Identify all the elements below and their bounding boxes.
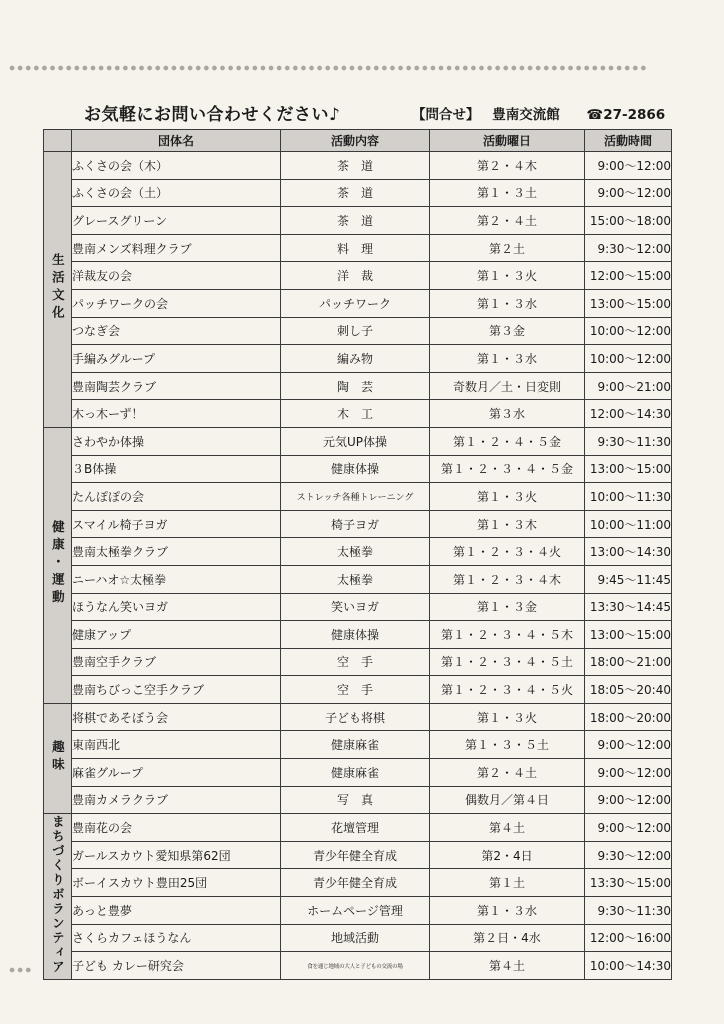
activity-day: 第１・３火 [430,703,585,731]
activity-time: 10:00～11:30 [585,483,672,511]
group-name: 麻雀グループ [72,759,281,787]
activity-time: 18:05～20:40 [585,676,672,704]
activity-day: 第４土 [430,952,585,980]
page-heading: お気軽にお問い合わせください♪ [84,105,341,125]
activity-time: 13:00～14:30 [585,538,672,566]
activity-time: 9:30～12:00 [585,234,672,262]
table-row [44,510,672,538]
activity: 料 理 [281,234,430,262]
category-cell [44,703,72,813]
group-name: あっと豊夢 [72,897,281,925]
activity: 木 工 [281,400,430,428]
group-name: 木っ木ーず！ [72,400,281,428]
activity-time: 18:00～21:00 [585,648,672,676]
activity-day: 第2・4日 [430,841,585,869]
activity-day: 第１・２・３・４・５土 [430,648,585,676]
activity: 健康麻雀 [281,759,430,787]
activity-time: 13:00～15:00 [585,455,672,483]
activity-time: 9:00～12:00 [585,786,672,814]
table-row [44,179,672,207]
activity-day: 第２土 [430,234,585,262]
activity-day: 第１・３水 [430,345,585,373]
group-name: 洋裁友の会 [72,262,281,290]
activity-time: 13:00～15:00 [585,289,672,317]
group-name: 子ども カレー研究会 [72,952,281,980]
group-name: ニーハオ☆太極拳 [72,565,281,593]
activity-time: 12:00～14:30 [585,400,672,428]
category-label: 趣味 [50,739,66,775]
activity-day: 第１・３・５土 [430,731,585,759]
activity-time: 13:30～14:45 [585,593,672,621]
group-name: 豊南カメラクラブ [72,786,281,814]
table-row [44,621,672,649]
activity: 洋 裁 [281,262,430,290]
activity-time: 12:00～15:00 [585,262,672,290]
group-name: 豊南太極拳クラブ [72,538,281,566]
activity: ストレッチ各種トレーニング [281,483,430,511]
activity: 陶 芸 [281,372,430,400]
activity-time: 12:00～16:00 [585,924,672,952]
group-name: 豊南ちびっこ空手クラブ [72,676,281,704]
category-cell [44,152,72,428]
activity: 子ども将棋 [281,703,430,731]
table-row [44,372,672,400]
group-name: 将棋であそぼう会 [72,703,281,731]
group-name: ふくさの会（土） [72,179,281,207]
table-row [44,207,672,235]
table-row [44,427,672,455]
activity-day: 第１土 [430,869,585,897]
column-header-day: 活動曜日 [430,130,585,152]
activity-day: 第１・３火 [430,262,585,290]
table-row [44,289,672,317]
table-row [44,317,672,345]
activity: 茶 道 [281,179,430,207]
activity-time: 10:00～12:00 [585,317,672,345]
activity-day: 第１・３水 [430,289,585,317]
activity-time: 10:00～11:00 [585,510,672,538]
table-row [44,952,672,980]
table-row [44,455,672,483]
table-row [44,759,672,787]
category-label: まちづくりボランティア [50,815,66,975]
contact-place: 豊南交流館 [492,107,560,123]
activity-time: 15:00～18:00 [585,207,672,235]
table-row [44,538,672,566]
table-row [44,703,672,731]
activity: 健康体操 [281,621,430,649]
activity-time: 10:00～12:00 [585,345,672,373]
activity-day: 第２・４木 [430,152,585,180]
activity-day: 第１・２・３・４・５木 [430,621,585,649]
activity-day: 第１・３金 [430,593,585,621]
table-row [44,345,672,373]
activity-day: 第１・３土 [430,179,585,207]
activity: 花壇管理 [281,814,430,842]
group-name: ガールスカウト愛知県第62団 [72,841,281,869]
activity: 編み物 [281,345,430,373]
activity-day: 第２・４土 [430,759,585,787]
activity-day: 第１・３水 [430,897,585,925]
table-row [44,924,672,952]
activity-day: 第３金 [430,317,585,345]
table-row [44,869,672,897]
group-name: ほうなん笑いヨガ [72,593,281,621]
activity: 太極拳 [281,538,430,566]
activity: 茶 道 [281,207,430,235]
activity: ホームページ管理 [281,897,430,925]
table-row [44,648,672,676]
activity: 笑いヨガ [281,593,430,621]
table-row [44,234,672,262]
table-row [44,152,672,180]
table-row [44,814,672,842]
group-name: 健康アップ [72,621,281,649]
column-header-time: 活動時間 [585,130,672,152]
activity: パッチワーク [281,289,430,317]
activity-time: 13:30～15:00 [585,869,672,897]
group-name: 手編みグループ [72,345,281,373]
activity: 元気UP体操 [281,427,430,455]
table-row [44,483,672,511]
activity-time: 9:00～12:00 [585,759,672,787]
activity-time: 13:00～15:00 [585,621,672,649]
activity: 地域活動 [281,924,430,952]
activity-time: 9:30～12:00 [585,841,672,869]
activity-day: 第２・４土 [430,207,585,235]
column-header-activity: 活動内容 [281,130,430,152]
activity-day: 偶数月／第４日 [430,786,585,814]
activity: 青少年健全育成 [281,841,430,869]
activity-day: 第２日・4水 [430,924,585,952]
activity-day: 第１・２・３・４・５金 [430,455,585,483]
dotted-border-top [8,64,648,72]
group-name: 豊南空手クラブ [72,648,281,676]
table-row [44,897,672,925]
category-label: 生活文化 [50,252,66,323]
contact-info [412,103,673,123]
group-name: たんぽぽの会 [72,483,281,511]
activity-day: 第３水 [430,400,585,428]
group-name: さわやか体操 [72,427,281,455]
table-row [44,841,672,869]
activity: 健康体操 [281,455,430,483]
table-row [44,786,672,814]
group-name: ３B体操 [72,455,281,483]
activity: 太極拳 [281,565,430,593]
activity: 空 手 [281,676,430,704]
group-name: 東南西北 [72,731,281,759]
group-name: 豊南陶芸クラブ [72,372,281,400]
activity-day: 第１・２・３・４木 [430,565,585,593]
table-row [44,676,672,704]
group-name: 豊南花の会 [72,814,281,842]
activity-day: 奇数月／土・日変則 [430,372,585,400]
group-name: パッチワークの会 [72,289,281,317]
activity-time: 9:45～11:45 [585,565,672,593]
activity-day: 第１・２・４・５金 [430,427,585,455]
contact-label: 【問合せ】 [412,107,480,123]
header-corner [44,130,72,152]
activity-time: 9:30～11:30 [585,897,672,925]
group-name: グレースグリーン [72,207,281,235]
activity: 空 手 [281,648,430,676]
activity: 食を通じ地域の大人と子どもの交流の場 [281,952,430,980]
contact-phone: ☎27-2866 [586,107,666,123]
table-row [44,593,672,621]
activity: 刺し子 [281,317,430,345]
table-row [44,565,672,593]
table-row [44,731,672,759]
activity-time: 9:30～11:30 [585,427,672,455]
activity: 写 真 [281,786,430,814]
activity: 茶 道 [281,152,430,180]
activity: 椅子ヨガ [281,510,430,538]
activity-day: 第１・２・３・４・５火 [430,676,585,704]
table-header-row [44,130,672,152]
table-row [44,262,672,290]
activity-day: 第４土 [430,814,585,842]
table-row [44,400,672,428]
group-name: ふくさの会（木） [72,152,281,180]
group-name: さくらカフェほうなん [72,924,281,952]
activity-day: 第１・３木 [430,510,585,538]
category-cell [44,427,72,703]
activity-time: 9:00～21:00 [585,372,672,400]
activity: 健康麻雀 [281,731,430,759]
activity-time: 10:00～14:30 [585,952,672,980]
activity-time: 9:00～12:00 [585,179,672,207]
column-header-group: 団体名 [72,130,281,152]
activity-time: 9:00～12:00 [585,814,672,842]
dotted-border-bottom [8,966,32,974]
schedule-table [43,129,672,980]
group-name: 豊南メンズ料理クラブ [72,234,281,262]
activity-day: 第１・２・３・４火 [430,538,585,566]
activity-time: 9:00～12:00 [585,152,672,180]
activity-day: 第１・３火 [430,483,585,511]
group-name: ボーイスカウト豊田25団 [72,869,281,897]
category-cell [44,814,72,980]
activity: 青少年健全育成 [281,869,430,897]
activity-time: 9:00～12:00 [585,731,672,759]
category-label: 健康・運動 [50,520,66,608]
activity-time: 18:00～20:00 [585,703,672,731]
group-name: つなぎ会 [72,317,281,345]
group-name: スマイル椅子ヨガ [72,510,281,538]
